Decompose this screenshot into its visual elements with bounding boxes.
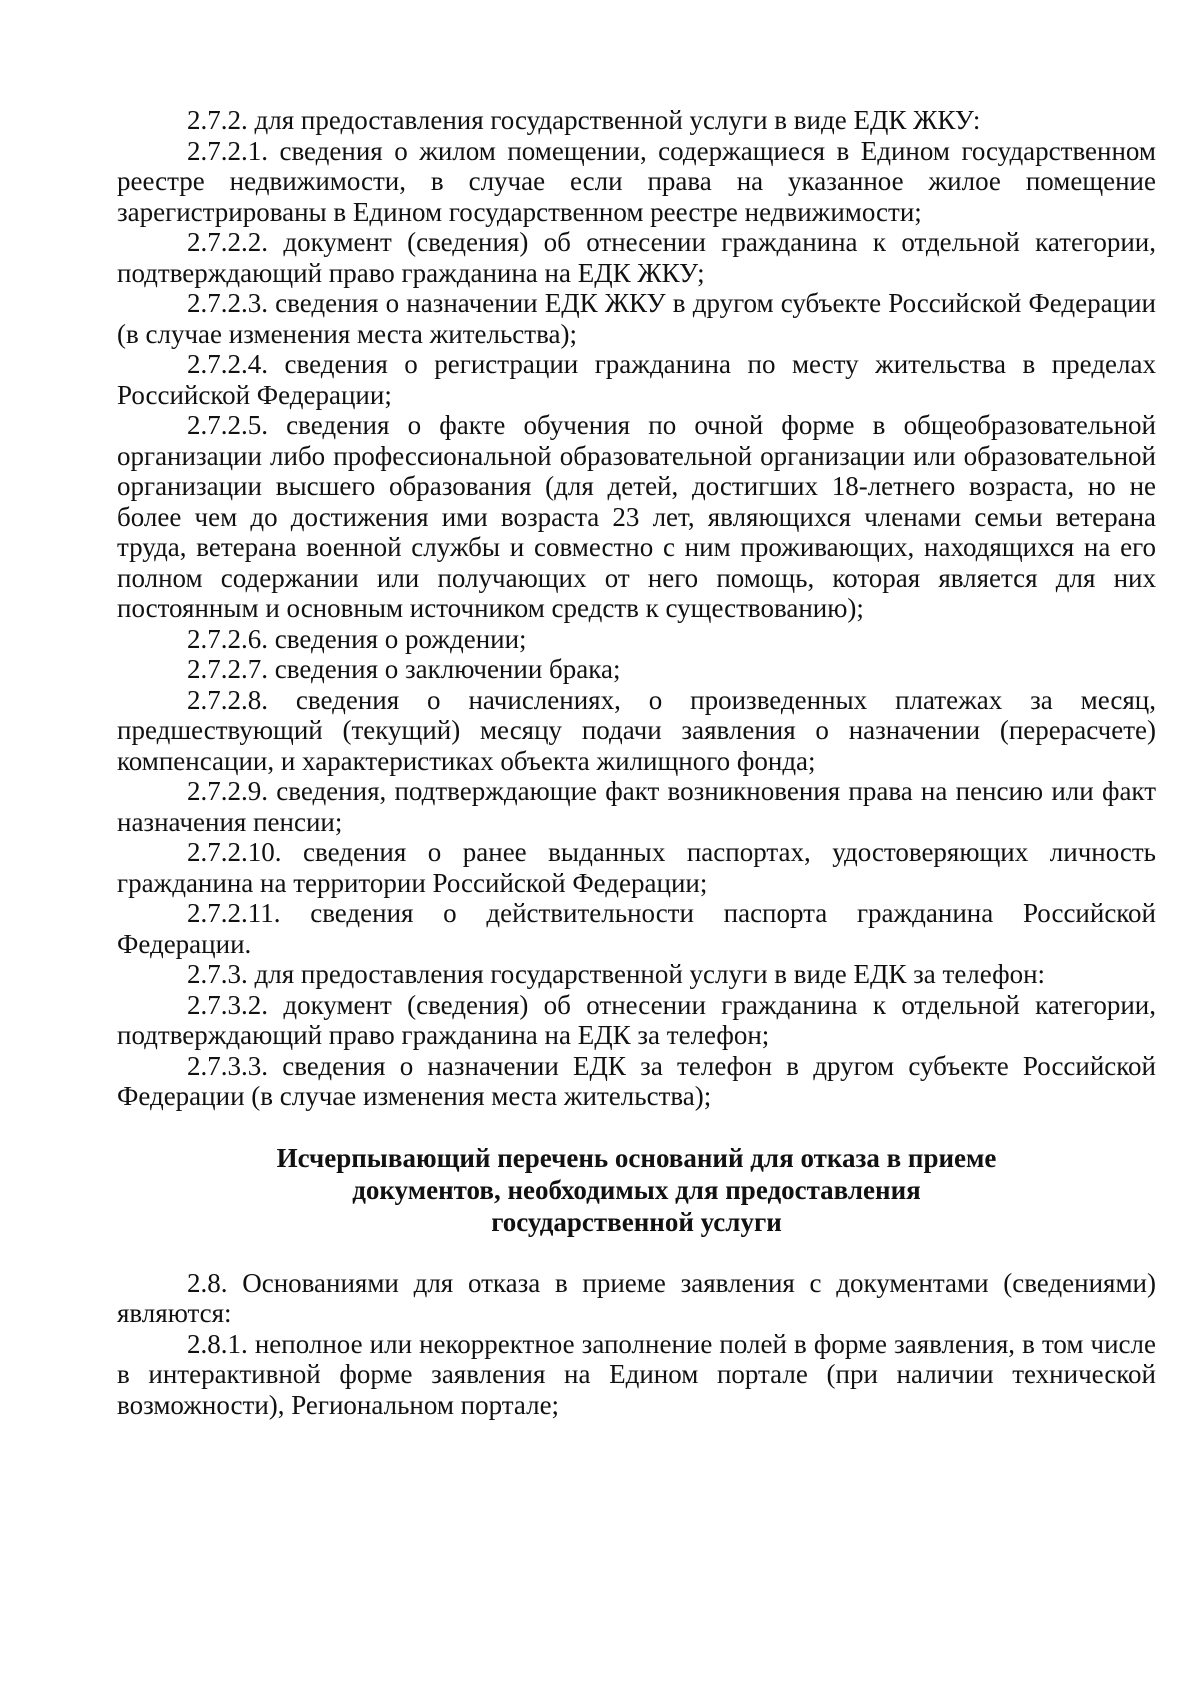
section-heading-text (117, 1142, 1156, 1238)
document-page (117, 105, 1156, 1420)
heading-line-1: Исчерпывающий перечень оснований для отказа в приеме (276, 1142, 997, 1173)
paragraph-2-7-3: 2.7.3. для предоставления государственной услуги в виде ЕДК за телефон: (187, 959, 1046, 989)
heading-line-3: государственной услуги (491, 1206, 782, 1237)
paragraph-2-7-2-3: 2.7.2.3. сведения о назначении ЕДК ЖКУ в другом субъекте Российской Федерации (в случае изменения места жительства); (117, 288, 1156, 349)
paragraph-2-7-2-7: 2.7.2.7. сведения о заключении брака; (187, 654, 621, 684)
paragraph-2-7-2-9: 2.7.2.9. сведения, подтверждающие факт возникновения права на пенсию или факт назначения пенсии; (117, 776, 1156, 837)
paragraph-2-7-2-11: 2.7.2.11. сведения о действительности паспорта гражданина Российской Федерации. (117, 898, 1156, 959)
paragraph-2-7-2-2: 2.7.2.2. документ (сведения) об отнесении гражданина к отдельной категории, подтверждающий право гражданина на ЕДК ЖКУ; (117, 227, 1156, 288)
paragraph-2-7-3-3: 2.7.3.3. сведения о назначении ЕДК за телефон в другом субъекте Российской Федерации (в случае изменения места жительства); (117, 1050, 1156, 1111)
paragraph-2-8-1: 2.8.1. неполное или некорректное заполнение полей в форме заявления, в том числе в интерактивной форме заявления на Едином портале (при наличии технической возможности), Региональном портале; (117, 1328, 1156, 1420)
paragraph-2-7-2-10: 2.7.2.10. сведения о ранее выданных паспортах, удостоверяющих личность гражданина на территории Российской Федерации; (117, 837, 1156, 898)
paragraph-2-7-2-4: 2.7.2.4. сведения о регистрации гражданина по месту жительства в пределах Российской Федерации; (117, 349, 1156, 410)
paragraph-2-7-2-6: 2.7.2.6. сведения о рождении; (187, 623, 527, 654)
heading-line-2: документов, необходимых для предоставления (352, 1174, 921, 1205)
paragraph-2-7-2-5: 2.7.2.5. сведения о факте обучения по очной форме в общеобразовательной организации либо профессиональной образовательной организации или образовательной организации высшего образования (для детей, достигших 18-летнего возраста, но не более чем до достижения ими возраста 23 лет, являющихся членами семьи ветерана труда, ветерана военной службы и совместно с ним проживающих, находящихся на его полном содержании или получающих от него помощь, которая является для них постоянным и основным источником средств к существованию); (117, 410, 1156, 623)
paragraph-2-8: 2.8. Основаниями для отказа в приеме заявления с документами (сведениями) являются: (117, 1267, 1156, 1328)
section-heading (117, 1142, 1156, 1238)
paragraph-2-7-2: 2.7.2. для предоставления государственной услуги в виде ЕДК ЖКУ: (187, 105, 981, 135)
paragraph-2-7-2-1: 2.7.2.1. сведения о жилом помещении, содержащиеся в Едином государственном реестре недвижимости, в случае если права на указанное жилое помещение зарегистрированы в Едином государственном реестре недвижимости; (117, 135, 1156, 227)
paragraph-2-7-2-8: 2.7.2.8. сведения о начислениях, о произведенных платежах за месяц, предшествующий (текущий) месяцу подачи заявления о назначении (перерасчете) компенсации, и характеристиках объекта жилищного фонда; (117, 684, 1156, 776)
paragraph-2-7-3-2: 2.7.3.2. документ (сведения) об отнесении гражданина к отдельной категории, подтверждающий право гражданина на ЕДК за телефон; (117, 989, 1156, 1050)
